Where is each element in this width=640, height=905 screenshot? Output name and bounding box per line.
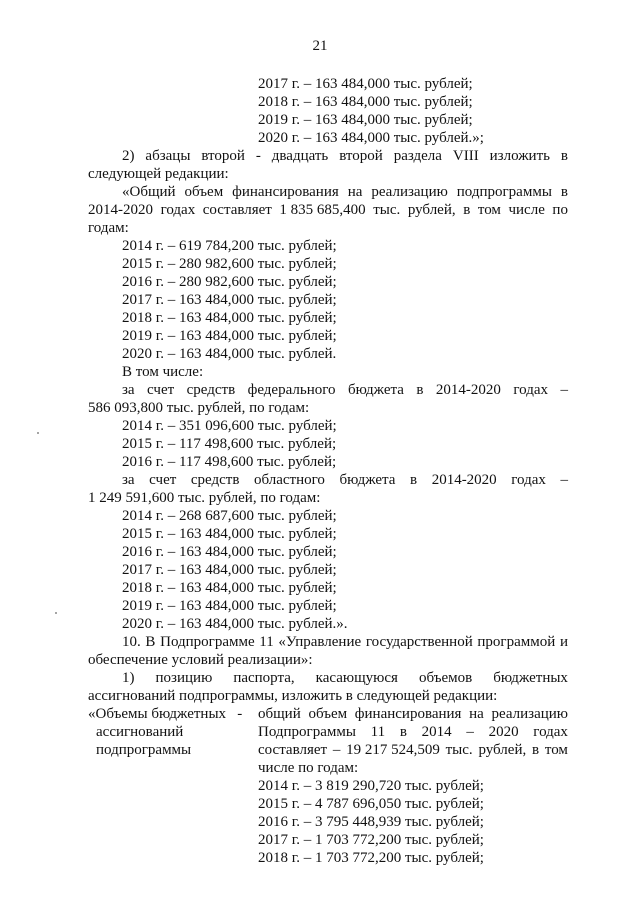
word: том — [477, 202, 501, 218]
top-year-2018: 2018 г. – 163 484,000 тыс. рублей; — [258, 94, 473, 110]
word: 1 835 685,400 — [279, 202, 366, 218]
word: в — [410, 472, 418, 488]
word: в — [463, 202, 471, 218]
word: реализацию — [371, 184, 448, 200]
word: тыс. — [373, 202, 401, 218]
item2-line2: следующей редакции: — [88, 166, 229, 182]
sub11-year-2014: 2014 г. – 3 819 290,720 тыс. рублей; — [258, 778, 484, 794]
total-year-2016: 2016 г. – 280 982,600 тыс. рублей; — [122, 274, 337, 290]
word: двадцать — [271, 148, 329, 164]
regional-year-2017: 2017 г. – 163 484,000 тыс. рублей; — [122, 562, 337, 578]
word: финансирования — [354, 706, 462, 722]
word: рублей, — [478, 742, 527, 758]
word: – — [332, 742, 341, 758]
word: числе — [508, 202, 545, 218]
item2-line1 — [122, 147, 568, 165]
word: рублей, — [407, 202, 456, 218]
word: годах — [513, 382, 548, 398]
scan-speck — [55, 612, 57, 614]
regional-line1 — [122, 471, 568, 489]
word: второй — [339, 148, 383, 164]
word: бюджета — [339, 472, 396, 488]
item1-line1 — [122, 669, 568, 687]
item10-line2: обеспечение условий реализации»: — [88, 652, 313, 668]
word: тыс. — [445, 742, 473, 758]
table-left-line2: ассигнований — [96, 724, 184, 740]
word: в — [399, 724, 407, 740]
word: средств — [186, 382, 236, 398]
word: 2014-2020 — [88, 202, 153, 218]
word: в — [532, 742, 540, 758]
word: Подпрограммы — [258, 724, 356, 740]
word: и — [559, 634, 568, 650]
item1-line2: ассигнований подпрограммы, изложить в следующей редакции: — [88, 688, 498, 704]
word: объем — [184, 184, 224, 200]
word: касающуюся — [315, 670, 398, 686]
word: общий — [258, 706, 301, 722]
regional-year-2014: 2014 г. – 268 687,600 тыс. рублей; — [122, 508, 337, 524]
word: «Общий — [122, 184, 176, 200]
table-left-line3: подпрограммы — [96, 742, 192, 758]
top-year-2017: 2017 г. – 163 484,000 тыс. рублей; — [258, 76, 473, 92]
word: VIII — [452, 148, 479, 164]
federal-year-2016: 2016 г. – 117 498,600 тыс. рублей; — [122, 454, 337, 470]
word: программой — [477, 634, 556, 650]
total-year-2019: 2019 г. – 163 484,000 тыс. рублей; — [122, 328, 337, 344]
word: счет — [147, 382, 175, 398]
word: на — [347, 184, 363, 200]
word: 19 217 524,509 — [346, 742, 440, 758]
word: за — [122, 472, 135, 488]
word: «Управление — [278, 634, 362, 650]
word: объемов — [418, 670, 473, 686]
word: позицию — [155, 670, 213, 686]
table-right-line3 — [258, 741, 568, 759]
word: за — [122, 382, 135, 398]
word: в — [560, 148, 568, 164]
federal-line1 — [122, 381, 568, 399]
word: 2014-2020 — [431, 472, 497, 488]
quote-line3: годам: — [88, 220, 129, 236]
federal-year-2015: 2015 г. – 117 498,600 тыс. рублей; — [122, 436, 337, 452]
total-year-2014: 2014 г. – 619 784,200 тыс. рублей; — [122, 238, 337, 254]
word: объем — [308, 706, 348, 722]
page-number: 21 — [312, 38, 328, 54]
word: 2014 — [421, 724, 452, 740]
word: годах — [533, 724, 568, 740]
quote-line1 — [122, 183, 568, 201]
top-year-2020: 2020 г. – 163 484,000 тыс. рублей.»; — [258, 130, 484, 146]
word: финансирования — [232, 184, 339, 200]
word: паспорта, — [233, 670, 295, 686]
word: 2020 — [488, 724, 519, 740]
word: годах — [160, 202, 196, 218]
word: государственной — [365, 634, 473, 650]
word: в — [560, 184, 568, 200]
sub11-year-2018: 2018 г. – 1 703 772,200 тыс. рублей; — [258, 850, 484, 866]
word: по — [552, 202, 568, 218]
regional-line2: 1 249 591,600 тыс. рублей, по годам: — [88, 490, 321, 506]
word: – — [466, 724, 474, 740]
word: - — [255, 148, 261, 164]
word: том — [544, 742, 568, 758]
word: бюджетных — [493, 670, 568, 686]
word: раздела — [393, 148, 442, 164]
word: федерального — [247, 382, 336, 398]
regional-year-2019: 2019 г. – 163 484,000 тыс. рублей; — [122, 598, 337, 614]
federal-line2: 586 093,800 тыс. рублей, по годам: — [88, 400, 310, 416]
total-year-2017: 2017 г. – 163 484,000 тыс. рублей; — [122, 292, 337, 308]
item10-line1 — [122, 633, 568, 651]
word: абзацы — [145, 148, 191, 164]
total-year-2015: 2015 г. – 280 982,600 тыс. рублей; — [122, 256, 337, 272]
regional-year-2016: 2016 г. – 163 484,000 тыс. рублей; — [122, 544, 337, 560]
word: 1) — [122, 670, 135, 686]
word: – — [560, 472, 568, 488]
sub11-year-2016: 2016 г. – 3 795 448,939 тыс. рублей; — [258, 814, 484, 830]
regional-year-2015: 2015 г. – 163 484,000 тыс. рублей; — [122, 526, 337, 542]
total-year-2020: 2020 г. – 163 484,000 тыс. рублей. — [122, 346, 337, 362]
word: подпрограммы — [456, 184, 552, 200]
word: средств — [190, 472, 240, 488]
sub11-year-2015: 2015 г. – 4 787 696,050 тыс. рублей; — [258, 796, 484, 812]
regional-year-2018: 2018 г. – 163 484,000 тыс. рублей; — [122, 580, 337, 596]
word: в — [416, 382, 424, 398]
word: счет — [149, 472, 177, 488]
word: бюджета — [347, 382, 404, 398]
word: реализацию — [491, 706, 568, 722]
total-year-2018: 2018 г. – 163 484,000 тыс. рублей; — [122, 310, 337, 326]
including-label: В том числе: — [122, 364, 204, 380]
word: Подпрограмме — [160, 634, 255, 650]
word: составляет — [258, 742, 328, 758]
word: – — [560, 382, 568, 398]
word: изложить — [489, 148, 550, 164]
word: 11 — [370, 724, 386, 740]
word: годах — [511, 472, 546, 488]
word: 2014-2020 — [435, 382, 501, 398]
word: на — [469, 706, 484, 722]
table-right-line4: числе по годам: — [258, 760, 359, 776]
sub11-year-2017: 2017 г. – 1 703 772,200 тыс. рублей; — [258, 832, 484, 848]
table-left-line1: «Объемы бюджетных - — [88, 706, 243, 722]
word: составляет — [202, 202, 272, 218]
word: 2) — [122, 148, 135, 164]
quote-line2 — [88, 201, 568, 219]
word: второй — [201, 148, 245, 164]
federal-year-2014: 2014 г. – 351 096,600 тыс. рублей; — [122, 418, 337, 434]
word: В — [145, 634, 156, 650]
scan-speck — [37, 432, 39, 434]
word: 10. — [122, 634, 141, 650]
top-year-2019: 2019 г. – 163 484,000 тыс. рублей; — [258, 112, 473, 128]
table-right-line2 — [258, 723, 568, 741]
regional-year-2020: 2020 г. – 163 484,000 тыс. рублей.». — [122, 616, 348, 632]
word: 11 — [259, 634, 274, 650]
word: областного — [254, 472, 325, 488]
table-right-line1 — [258, 705, 568, 723]
